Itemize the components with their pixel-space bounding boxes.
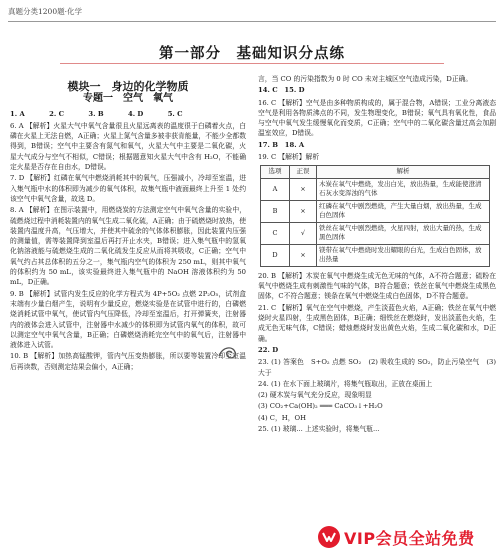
table-row [261,178,490,200]
book-title: 真题分类1200题·化学 [8,7,82,16]
page-title: 第一部分 基础知识分点练 [159,45,345,62]
table-header-cell: 选项 [261,166,290,179]
table-header-row [261,166,490,179]
answer-item: 4. D [127,109,144,118]
explanation-paragraph: 23. (1) 答案色 S+O₂ 点燃 SO₂ (2) 吸收生成的 SO₂，防止污染空气 (3) 大于 [258,358,496,377]
explanation-paragraph: 20. B 【解析】木炭在氧气中燃烧生成无色无味的气体，A不符合题意；硫粉在氧气中燃烧生成有刺激性气味的气体，B符合题意；铁丝在氧气中燃烧生成黑色固体，C不符合题意；镁条在氧气中燃烧生成白色固体，D不符合题意。 [258,271,496,301]
mark-cell: × [290,178,317,200]
explanation-paragraph: (3) CO₂+Ca(OH)₂ ═══ CaCO₃↓+H₂O [258,402,383,411]
table-row [261,200,490,222]
explanation-paragraph: 10. B 【解析】加热高锰酸钾，管内气压变热膨胀，所以要等装置冷却至室温后再读数，否则测定结果会偏小，A正确； [10,352,246,371]
analysis-cell: 铁丝在氧气中剧烈燃烧，火星四射，放出大量的热，生成黑色固体 [317,222,490,244]
table-header-cell: 正误 [290,166,317,179]
option-cell: B [261,200,290,222]
table-header-cell: 解析 [317,166,490,179]
swirl-decoration-icon [215,342,243,364]
explanation-paragraph: 16. C 【解析】空气是由多种物质构成的，属于混合物，A错误；工业分离液态空气是利用各物质沸点的不同，发生物理变化，B错误；氧气具有氧化性，食品与空气中氧气发生缓慢氧化而变质，C正确；空气中的二氧化碳含量过高会加剧温室效应，D错误。 [258,98,496,138]
solution-table [260,165,490,267]
explanation-paragraph: 9. B 【解析】试管内发生反应的化学方程式为 4P+5O₂ 点燃 2P₂O₅，试剂盒末端有少量白烟产生，说明有少量反应，燃烧实验是在试管中进行的，白磷燃烧消耗试管中氧气，使试管内气压降低，冷却至室温后，打开弹簧夹，注射器内的液体会进入试管中，注射器中水减少的体积即为试管内氧气的体积，故可以测定空气中氧气含量，B正确；白磷燃烧消耗完空气中的氧气后，注射器中液体进入试管。 [10,289,246,350]
answer-row: 17. B 18. A [258,140,305,149]
explanation-paragraph: 25. (1) 玻璃... 上述实验时，将集气瓶... [258,425,380,434]
answer-item: 2. C [49,109,64,118]
answer-row: 22. D [258,345,279,354]
answer-row: 14. C 15. D [258,86,305,95]
mark-cell: √ [290,222,317,244]
topic-title: 专题一 空气 氧气 [83,93,173,105]
running-header [8,5,496,22]
module-title: 模块一 身边的化学物质 [67,80,189,93]
right-column [258,74,496,435]
table-row [261,222,490,244]
option-cell: A [261,178,290,200]
vip-banner[interactable] [318,523,496,551]
answer-item: 1. A [10,109,25,118]
explanation-paragraph: 24. (1) 在水下面上玻璃片，将集气瓶取出，正放在桌面上 [258,379,433,388]
explanation-paragraph: 言，当 CO 的污染指数为 0 时 CO 未对主城区空气造成污染，D正确。 [258,75,473,83]
explanation-paragraph: (4) C，H，OH [258,413,307,422]
answer-item: 5. C [167,109,183,118]
explanation-paragraph: (2) 硬木炭与氧气充分反应，现象明显 [258,391,372,400]
explanation-paragraph: 19. C 【解析】解析 [258,153,320,162]
option-cell: D [261,244,290,266]
answer-row [10,109,246,119]
title-divider [60,63,444,64]
analysis-cell: 红磷在氧气中剧烈燃烧，产生大量白烟，放出热量，生成白色固体 [317,200,490,222]
answer-item: 3. B [88,109,104,118]
option-cell: C [261,222,290,244]
mark-cell: × [290,244,317,266]
table-row [261,244,490,266]
left-column [10,74,246,373]
vip-logo-icon [318,526,340,548]
analysis-cell: 木炭在氧气中燃烧，发出白光，放出热量，生成能使澄清石灰水变浑浊的气体 [317,178,490,200]
explanation-paragraph: 6. A 【解析】火星大气中氧气含量很且火星远离表的温度很于白磷着火点，白磷在火星上无法自燃，A正确；火星上氮气含量多被非获肯能量，不能少全都数得到，B错误；空气中主要含有氮气和氧气，火星大气中主要是二氧化碳，火星大气成分与空气不相似，C错误；根据题意知火星大气中含有 H₂O，不能确定火星是否存在自由水，D错误。 [10,121,247,172]
vip-banner-text: VIP会员全站免费 [344,528,475,548]
explanation-paragraph: 8. A 【解析】在图示装置中，用燃烧炭的方法测定空气中氧气含量的实验中，硫燃烧过程中消耗装置内的氧气生成二氧化硫，A正确；由于硫燃烧时放热，使装置内温度升高，气压增大，并使其中硫余的气体体积膨胀，因此装置内压强的测量值，需等装置降到室温后再打开止水夹，B错误；进入集气瓶中的氢氧化钠溶液能与硫燃烧生成的二氧化硫发生反应从而将其吸收，C正确；空气中氧气约占其总体积的五分之一，集气瓶内空气的体积为 250 mL，则其中氧气的体积约为 50 mL，该实验最终进入集气瓶中的 NaOH 溶液体积约为 50 mL，D正确。 [10,206,247,287]
explanation-paragraph: 21. C 【解析】氧气在空气中燃烧，产生淡蓝色火焰，A正确；铁丝在氧气中燃烧时火星四射，生成黑色固体，B正确；细铁丝在燃烧时，发出淡蓝色火焰，生成无色无味气体，C错误；蜡烛燃烧时发出黄色火焰，生成二氧化碳和水，D正确。 [258,303,496,343]
mark-cell: × [290,200,317,222]
explanation-paragraph: 7. D 【解析】红磷在氧气中燃烧消耗其中的氧气，压强减小，冷却至室温，进入集气瓶中水的体积即为减少的氧气体积，故集气瓶中液面最终上升至 1 处约该空气中氧气含量，故选 D。 [10,174,246,203]
analysis-cell: 镁带在氧气中燃烧时发出耀眼的白光，生成白色固体，放出热量 [317,244,490,266]
